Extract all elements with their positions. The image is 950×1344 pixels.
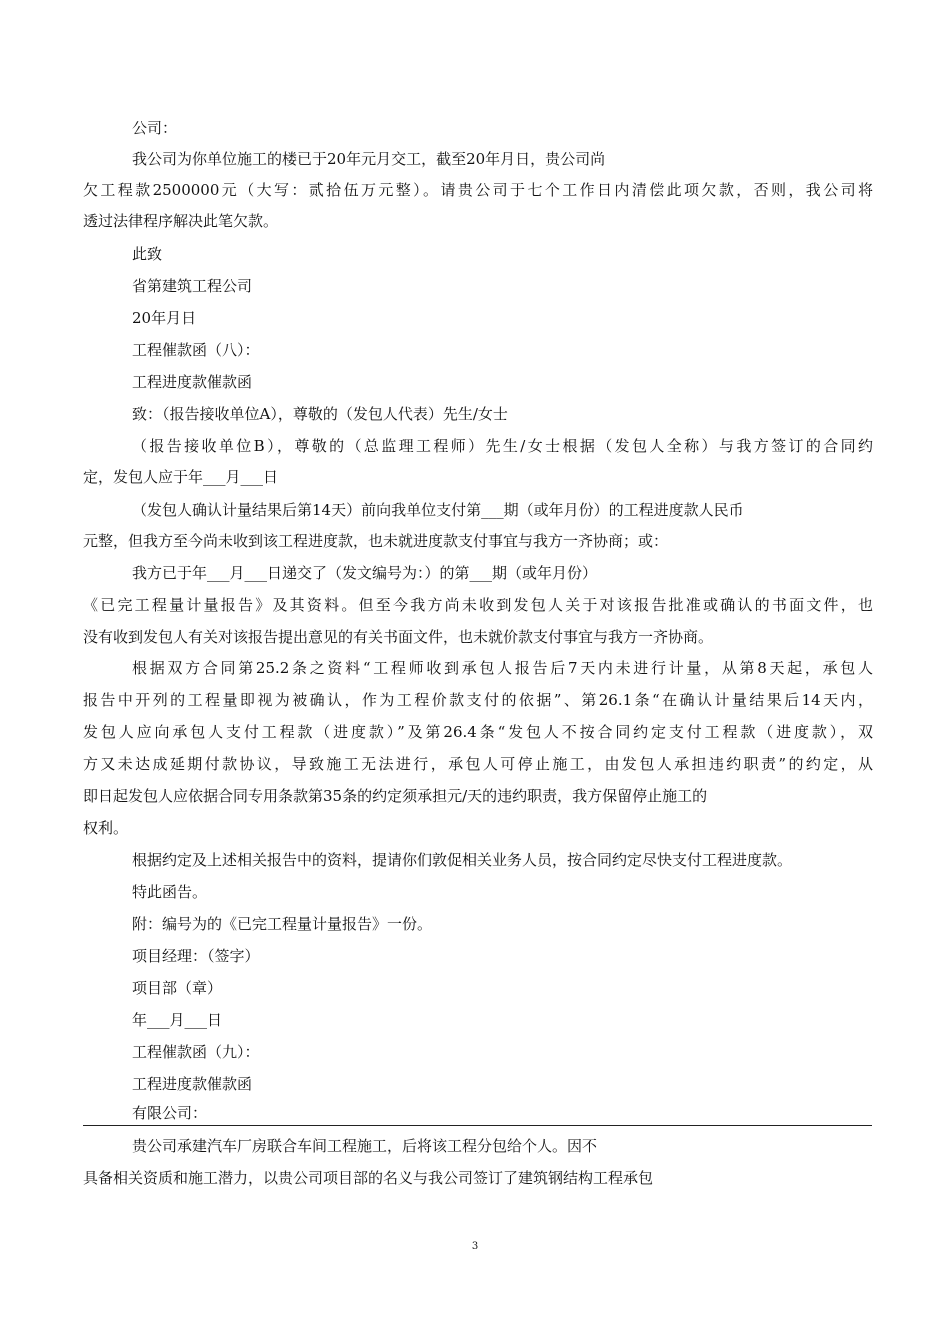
text-line: 方又未达成延期付款协议，导致施工无法进行，承包人可停止施工，由发包人承担违约职责”的约定，从 xyxy=(83,755,873,773)
text-line: 我公司为你单位施工的楼已于20年元月交工，截至20年月日，贵公司尚 xyxy=(132,150,606,168)
text-line: 我方已于年___月___日递交了（发文编号为：）的第___期（或年月份） xyxy=(132,564,598,582)
text-line: 有限公司： xyxy=(132,1104,208,1122)
text-line: （发包人确认计量结果后第14天）前向我单位支付第___期（或年月份）的工程进度款人民币 xyxy=(132,501,744,519)
text-line: 省第建筑工程公司 xyxy=(132,277,253,295)
section-heading: 工程催款函（九）： xyxy=(132,1043,260,1061)
text-line: 发包人应向承包人支付工程款（进度款）”及第26.4条“发包人不按合同约定支付工程款（进度款），双 xyxy=(83,723,873,741)
text-line: 特此函告。 xyxy=(132,883,208,901)
text-line: 《已完工程量计量报告》及其资料。但至今我方尚未收到发包人关于对该报告批准或确认的书面文件，也 xyxy=(83,596,873,614)
page-number: 3 xyxy=(471,1241,479,1252)
text-line: 根据双方合同第25.2条之资料“工程师收到承包人报告后7天内未进行计量，从第8天起，承包人 xyxy=(132,659,873,677)
text-line: 欠工程款2500000元（大写：贰拾伍万元整）。请贵公司于七个工作日内清偿此项欠款，否则，我公司将 xyxy=(83,181,873,199)
text-line: 贵公司承建汽车厂房联合车间工程施工，后将该工程分包给个人。因不 xyxy=(132,1137,598,1155)
text-line: 透过法律程序解决此笔欠款。 xyxy=(83,212,279,230)
text-line: 元整，但我方至今尚未收到该工程进度款，也未就进度款支付事宜与我方一齐协商；或： xyxy=(83,532,669,550)
letter-title: 工程进度款催款函 xyxy=(132,1075,253,1093)
text-line: 具备相关资质和施工潜力，以贵公司项目部的名义与我公司签订了建筑钢结构工程承包 xyxy=(83,1169,654,1187)
letter-title: 工程进度款催款函 xyxy=(132,373,253,391)
horizontal-rule xyxy=(83,1125,872,1126)
text-line: 公司： xyxy=(132,119,178,137)
text-line: 权利。 xyxy=(83,819,129,837)
text-line: 年___月___日 xyxy=(132,1011,223,1029)
text-line: （报告接收单位B），尊敬的（总监理工程师）先生/女士根据（发包人全称）与我方签订的合同约 xyxy=(132,437,873,455)
text-line: 项目经理：（签字） xyxy=(132,947,260,965)
text-line: 没有收到发包人有关对该报告提出意见的有关书面文件，也未就价款支付事宜与我方一齐协商。 xyxy=(83,628,714,646)
text-line: 项目部（章） xyxy=(132,979,223,997)
text-line: 致：（报告接收单位A），尊敬的（发包人代表）先生/女士 xyxy=(132,405,508,423)
text-line: 报告中开列的工程量即视为被确认，作为工程价款支付的依据”、第26.1条“在确认计量结果后14天内， xyxy=(83,691,873,709)
text-line: 即日起发包人应依据合同专用条款第35条的约定须承担元/天的违约职责，我方保留停止施工的 xyxy=(83,787,708,805)
section-heading: 工程催款函（八）： xyxy=(132,341,260,359)
text-line: 此致 xyxy=(132,245,163,263)
text-line: 20年月日 xyxy=(132,309,197,327)
text-line: 根据约定及上述相关报告中的资料，提请你们敦促相关业务人员，按合同约定尽快支付工程进度款。 xyxy=(132,851,793,869)
text-line: 定，发包人应于年___月___日 xyxy=(83,468,279,486)
text-line: 附：编号为的《已完工程量计量报告》一份。 xyxy=(132,915,433,933)
